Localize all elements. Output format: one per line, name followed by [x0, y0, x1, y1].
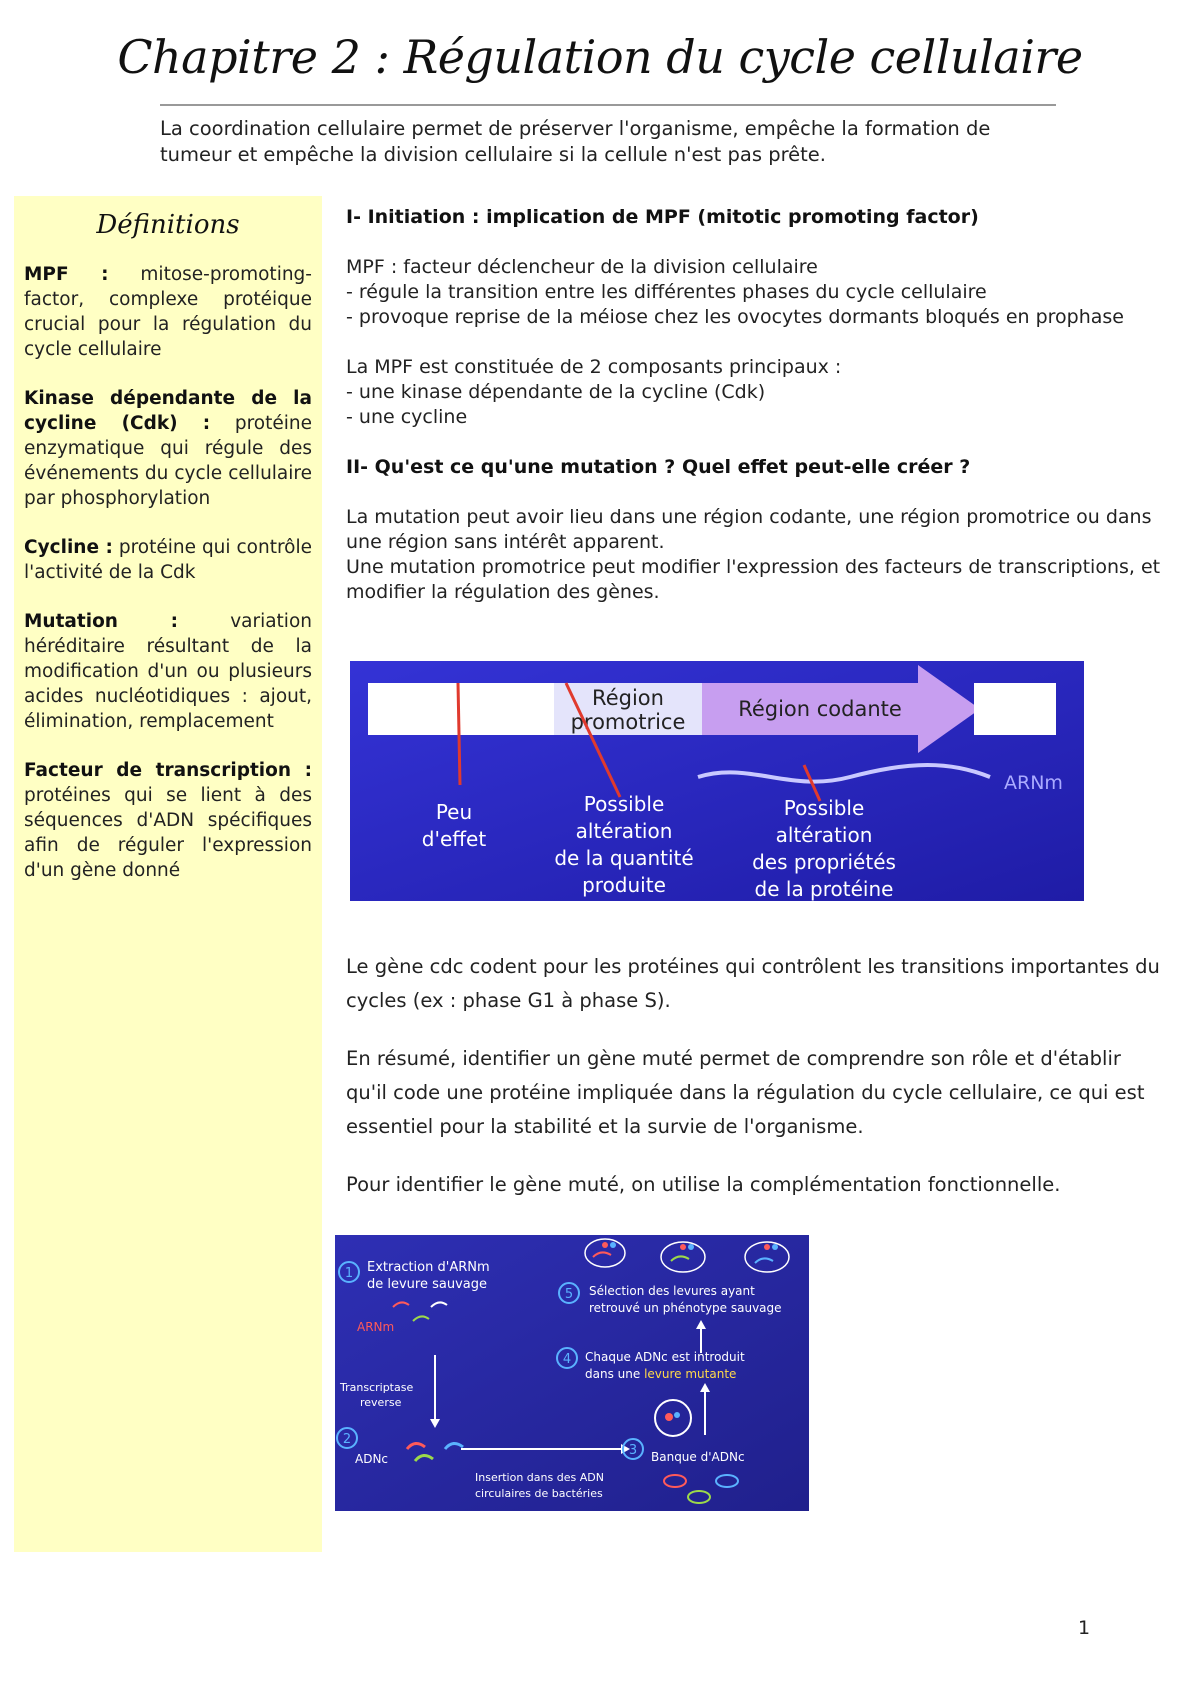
- step-label: de levure sauvage: [367, 1277, 488, 1292]
- definition-text: protéine enzymatique qui régule des événements du cycle cellulaire par phosphorylation: [24, 413, 312, 509]
- definition-text: protéines qui se lient à des séquences d'ADN spécifiques afin de réguler l'expression d'un gène donné: [24, 785, 312, 881]
- yeast-nucleus: [674, 1412, 680, 1418]
- arnm-label: ARNm: [357, 1320, 395, 1334]
- coding-label: Région codante: [738, 697, 902, 721]
- promoter-label: Région: [592, 686, 664, 710]
- section2-paragraph: La mutation peut avoir lieu dans une région codante, une région promotrice ou dans une région sans intérêt apparent.: [346, 506, 1152, 553]
- definition-text: mitose-promoting-factor, complexe protéique crucial pour la régulation du cycle cellulaire: [24, 264, 312, 360]
- effect-label: altération: [575, 819, 673, 843]
- definition-term: MPF :: [24, 264, 109, 285]
- step-number: 4: [562, 1352, 572, 1367]
- definition-term: Cycline :: [24, 537, 113, 558]
- step-number: 1: [344, 1266, 354, 1281]
- definition-text: variation héréditaire résultant de la modification d'un ou plusieurs acides nucléotidiques : ajout, élimination, remplacement: [24, 611, 312, 732]
- effect-label: altération: [775, 823, 873, 847]
- promoter-label: promotrice: [570, 710, 686, 734]
- step-label: Sélection des levures ayant: [589, 1284, 755, 1298]
- arnm-label: ARNm: [1004, 772, 1063, 794]
- definition-mutation: [24, 609, 312, 734]
- effect-label: de la quantité: [554, 846, 694, 870]
- insertion-label: circulaires de bactéries: [475, 1487, 603, 1500]
- adnc-label: ADNc: [355, 1452, 389, 1466]
- section1-line: - provoque reprise de la méiose chez les ovocytes dormants bloqués en prophase: [346, 306, 1124, 328]
- step-label: dans une: [585, 1367, 645, 1381]
- definition-term: Facteur de transcription :: [24, 760, 312, 781]
- step-number: 5: [564, 1287, 574, 1302]
- sidebar-heading: Définitions: [96, 210, 240, 240]
- noncoding-region: [368, 683, 554, 735]
- section2-paragraph: Une mutation promotrice peut modifier l'expression des facteurs de transcriptions, et modifier la régulation des gènes.: [346, 556, 1161, 603]
- section1-line: - une kinase dépendante de la cycline (Cdk): [346, 381, 766, 403]
- definition-text: protéine qui contrôle l'activité de la Cdk: [24, 537, 312, 583]
- definition-cdk: [24, 386, 312, 511]
- definition-term: Kinase dépendante de la cycline (Cdk) :: [24, 388, 312, 434]
- effect-label: de la protéine: [754, 877, 894, 901]
- main-content: [346, 205, 1161, 605]
- section1-heading: I- Initiation : implication de MPF (mitotic promoting factor): [346, 206, 979, 228]
- definition-term: Mutation :: [24, 611, 179, 632]
- svg-text:dans une levure mutante: [585, 1367, 736, 1381]
- effect-label: Possible: [583, 792, 665, 816]
- definition-cycline: [24, 535, 312, 585]
- intro-text: La coordination cellulaire permet de préserver l'organisme, empêche la formation de tumeur et empêche la division cellulaire si la cellule n'est pas prête.: [160, 117, 991, 166]
- yeast-nucleus: [665, 1413, 673, 1421]
- transcriptase-label: Transcriptase: [340, 1381, 414, 1394]
- transcriptase-label: reverse: [360, 1396, 402, 1409]
- mutation-region-diagram: [350, 661, 1084, 901]
- effect-label: Peu: [435, 800, 473, 824]
- step-number: 3: [628, 1443, 638, 1458]
- effect-label: d'effet: [421, 827, 487, 851]
- mutant-yeast-label: levure mutante: [644, 1367, 737, 1381]
- banque-label: Banque d'ADNc: [651, 1450, 745, 1464]
- paragraph: Pour identifier le gène muté, on utilise la complémentation fonctionnelle.: [346, 1173, 1061, 1196]
- page-title: Chapitre 2 : Régulation du cycle cellulaire: [117, 30, 1083, 84]
- definition-facteur-transcription: [24, 758, 312, 883]
- summary-paragraphs: [346, 950, 1161, 1226]
- effect-label: produite: [582, 873, 666, 897]
- step-number: 2: [342, 1432, 352, 1447]
- insertion-label: Insertion dans des ADN: [475, 1471, 604, 1484]
- section1-line: La MPF est constituée de 2 composants principaux :: [346, 356, 842, 378]
- step-label: Extraction d'ARNm: [367, 1260, 490, 1275]
- complementation-diagram: [335, 1235, 809, 1511]
- section1-line: MPF : facteur déclencheur de la division cellulaire: [346, 256, 818, 278]
- section1-line: - régule la transition entre les différentes phases du cycle cellulaire: [346, 281, 987, 303]
- definitions-sidebar: [14, 196, 322, 1552]
- effect-label: des propriétés: [752, 850, 896, 874]
- paragraph: En résumé, identifier un gène muté permet de comprendre son rôle et d'établir qu'il code une protéine impliquée dans la régulation du cycle cellulaire, ce qui est essentiel pour la stabilité et la survie de l'organisme.: [346, 1047, 1145, 1138]
- title-divider: [160, 104, 1056, 106]
- mutation-marker: [458, 683, 460, 785]
- effect-label: Possible: [783, 796, 865, 820]
- section1-line: - une cycline: [346, 406, 468, 428]
- step-label: retrouvé un phénotype sauvage: [589, 1301, 782, 1315]
- section2-heading: II- Qu'est ce qu'une mutation ? Quel effet peut-elle créer ?: [346, 456, 971, 478]
- paragraph: Le gène cdc codent pour les protéines qui contrôlent les transitions importantes du cycles (ex : phase G1 à phase S).: [346, 955, 1160, 1012]
- trailing-region: [974, 683, 1056, 735]
- step-label: Chaque ADNc est introduit: [585, 1350, 745, 1364]
- page-number: 1: [1078, 1617, 1091, 1639]
- definition-mpf: [24, 262, 312, 362]
